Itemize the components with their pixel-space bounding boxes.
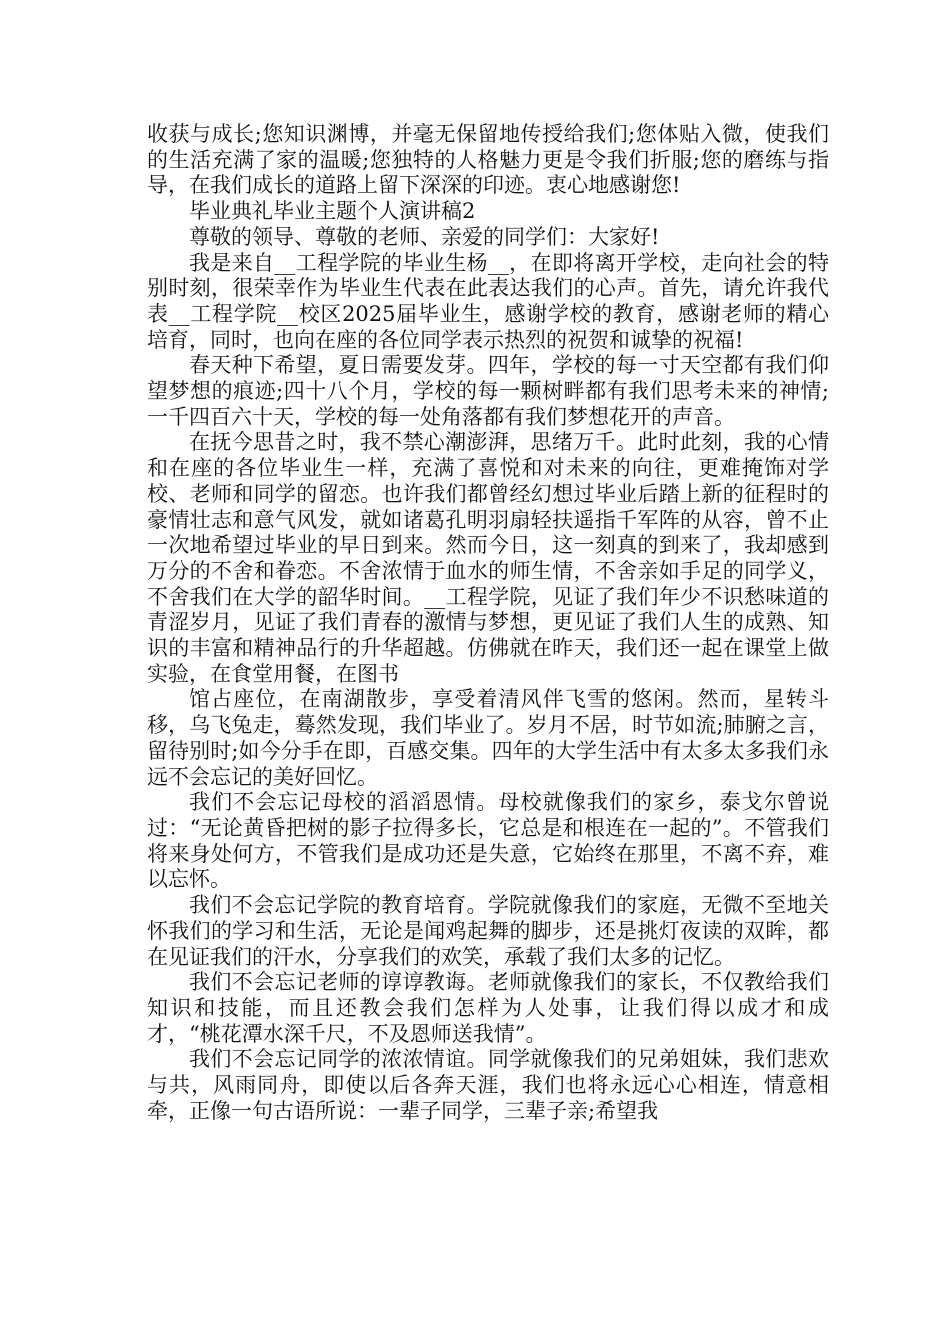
paragraph-classmates: 我们不会忘记同学的浓浓情谊。同学就像我们的兄弟姐妹，我们悲欢与共，风雨同舟，即使以后各奔天涯，我们也将永远心心相连，情意相牵，正像一句古语所说：一辈子同学，三辈子亲;希望我 [147,1047,829,1123]
paragraph-library: 馆占座位，在南湖散步，享受着清风伴飞雪的悠闲。然而，星转斗移，乌飞兔走，蓦然发现，我们毕业了。岁月不居，时节如流;肺腑之言，留待别时;如今分手在即，百感交集。四年的大学生活中有太多太多我们永远不会忘记的美好回忆。 [147,687,829,789]
paragraph-college: 我们不会忘记学院的教育培育。学院就像我们的家庭，无微不至地关怀我们的学习和生活，无论是闻鸡起舞的脚步，还是挑灯夜读的双眸，都在见证我们的汗水，分享我们的欢笑，承载了我们太多的记忆。 [147,893,829,969]
paragraph-reflection: 在抚今思昔之时，我不禁心潮澎湃，思绪万千。此时此刻，我的心情和在座的各位毕业生一样，充满了喜悦和对未来的向往，更难掩饰对学校、老师和同学的留恋。也许我们都曾经幻想过毕业后踏上新的征程时的豪情壮志和意气风发，就如诸葛孔明羽扇轻扶遥指千军阵的从容，曾不止一次地希望过毕业的早日到来。然而今日，这一刻真的到来了，我却感到万分的不舍和眷恋。不舍浓情于血水的师生情，不舍亲如手足的同学义，不舍我们在大学的韶华时间。__工程学院，见证了我们年少不识愁味道的青涩岁月，见证了我们青春的激情与梦想，更见证了我们人生的成熟、知识的丰富和精神品行的升华超越。仿佛就在昨天，我们还一起在课堂上做实验，在食堂用餐，在图书 [147,430,829,686]
section-heading: 毕业典礼毕业主题个人演讲稿2 [189,199,476,224]
paragraph-1: 收获与成长;您知识渊博，并毫无保留地传授给我们;您体贴入微，使我们的生活充满了家的温暖;您独特的人格魅力更是令我们折服;您的磨练与指导，在我们成长的道路上留下深深的印迹。衷心地感谢您! [147,122,829,198]
paragraph-alma-mater: 我们不会忘记母校的滔滔恩情。母校就像我们的家乡，泰戈尔曾说过：“无论黄昏把树的影子拉得多长，它总是和根连在一起的”。不管我们将来身处何方，不管我们是成功还是失意，它始终在那里，不离不弃，难以忘怀。 [147,790,829,892]
document-page [147,122,829,1124]
paragraph-intro: 我是来自__工程学院的毕业生杨__，在即将离开学校，走向社会的特别时刻，很荣幸作为毕业生代表在此表达我们的心声。首先，请允许我代表__工程学院__校区2025届毕业生，感谢学校的教育，感谢老师的精心培育，同时，也向在座的各位同学表示热烈的祝贺和诚挚的祝福! [147,250,829,352]
paragraph-teachers: 我们不会忘记老师的谆谆教诲。老师就像我们的家长，不仅教给我们知识和技能，而且还教会我们怎样为人处事，让我们得以成才和成才，“桃花潭水深千尺，不及恩师送我情”。 [147,970,829,1046]
salutation: 尊敬的领导、尊敬的老师、亲爱的同学们：大家好! [189,224,660,249]
paragraph-spring: 春天种下希望，夏日需要发芽。四年，学校的每一寸天空都有我们仰望梦想的痕迹;四十八个月，学校的每一颗树畔都有我们思考未来的神情;一千四百六十天，学校的每一处角落都有我们梦想花开的声音。 [147,353,829,429]
